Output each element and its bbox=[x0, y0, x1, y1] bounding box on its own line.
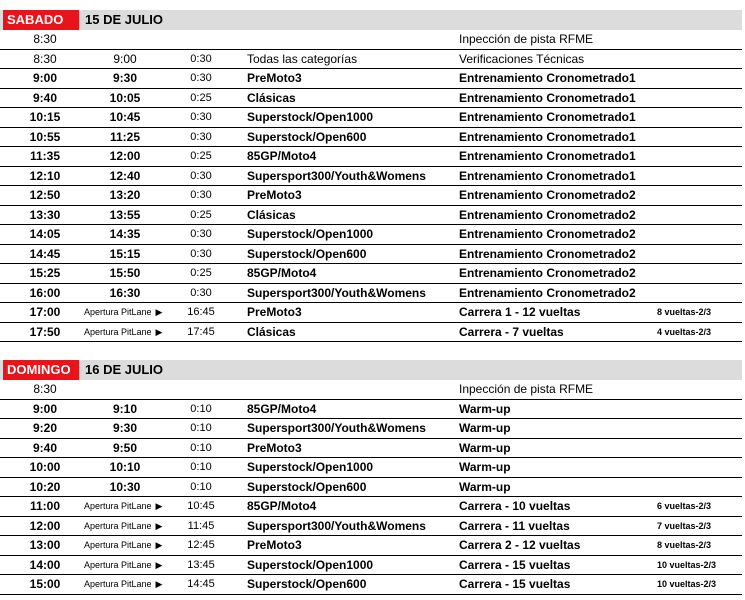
table-row bbox=[0, 400, 742, 420]
duration: 0:30 bbox=[190, 228, 212, 240]
activity: Verificaciones Técnicas bbox=[459, 51, 585, 66]
activity: Warm-up bbox=[459, 421, 511, 435]
day-label: SABADO bbox=[3, 10, 79, 30]
category: Supersport300/Youth&Womens bbox=[247, 168, 426, 183]
duration: 0:30 bbox=[190, 247, 212, 260]
start-time: 8:30 bbox=[33, 51, 57, 66]
end-time: 10:05 bbox=[109, 90, 141, 105]
table-row bbox=[0, 284, 742, 304]
duration: 0:30 bbox=[190, 169, 212, 182]
category: Clásicas bbox=[247, 90, 296, 105]
category: Superstock/Open1000 bbox=[247, 557, 374, 572]
activity: Inpección de pista RFME bbox=[459, 382, 594, 396]
pitlane-label: Apertura PitLane ▶ bbox=[84, 540, 163, 550]
laps-note: 10 vueltas-2/3 bbox=[657, 559, 717, 570]
schedule-rows bbox=[0, 380, 745, 595]
start-time: 14:45 bbox=[29, 246, 61, 261]
pitlane-time: 17:45 bbox=[187, 325, 215, 338]
duration: 0:30 bbox=[190, 72, 212, 84]
table-row bbox=[0, 108, 742, 128]
category: Superstock/Open1000 bbox=[247, 227, 374, 241]
table-row bbox=[0, 264, 742, 284]
category: Superstock/Open600 bbox=[247, 129, 367, 144]
start-time: 11:35 bbox=[29, 149, 61, 163]
pitlane-time: 16:45 bbox=[187, 306, 215, 318]
start-time: 8:30 bbox=[33, 32, 57, 46]
activity: Entrenamiento Cronometrado2 bbox=[459, 266, 636, 280]
pitlane-time: 12:45 bbox=[187, 539, 215, 551]
pitlane-label: Apertura PitLane ▶ bbox=[84, 520, 163, 531]
activity: Warm-up bbox=[459, 460, 511, 474]
play-arrow-icon: ▶ bbox=[155, 326, 163, 337]
category: PreMoto3 bbox=[247, 305, 302, 319]
end-time: 14:35 bbox=[109, 227, 141, 241]
category: Superstock/Open600 bbox=[247, 246, 367, 261]
duration: 0:25 bbox=[190, 150, 212, 162]
pitlane-time: 14:45 bbox=[187, 578, 215, 590]
end-time: 11:25 bbox=[109, 129, 141, 144]
activity: Entrenamiento Cronometrado2 bbox=[459, 285, 636, 300]
table-row bbox=[0, 517, 742, 537]
start-time: 10:55 bbox=[29, 129, 61, 144]
table-row bbox=[0, 245, 742, 265]
play-arrow-icon: ▶ bbox=[155, 520, 163, 531]
play-arrow-icon: ▶ bbox=[155, 307, 163, 317]
end-time: 12:40 bbox=[109, 168, 141, 183]
date-label: 15 DE JULIO bbox=[85, 12, 164, 27]
start-time: 17:50 bbox=[29, 324, 61, 339]
start-time: 15:25 bbox=[29, 266, 61, 280]
table-row bbox=[0, 225, 742, 245]
pitlane-label: Apertura PitLane ▶ bbox=[84, 559, 163, 570]
pitlane-label: Apertura PitLane ▶ bbox=[84, 307, 163, 317]
table-row bbox=[0, 458, 742, 478]
category: Superstock/Open1000 bbox=[247, 110, 374, 124]
category: 85GP/Moto4 bbox=[247, 401, 317, 416]
category: Superstock/Open1000 bbox=[247, 460, 374, 474]
table-row bbox=[0, 439, 742, 459]
start-time: 14:00 bbox=[29, 557, 61, 572]
pitlane-label: Apertura PitLane ▶ bbox=[84, 501, 163, 511]
start-time: 10:15 bbox=[29, 110, 61, 124]
start-time: 10:20 bbox=[29, 479, 61, 494]
duration: 0:30 bbox=[190, 189, 212, 201]
table-row bbox=[0, 167, 742, 187]
end-time: 10:30 bbox=[109, 479, 141, 494]
category: 85GP/Moto4 bbox=[247, 149, 317, 163]
start-time: 8:30 bbox=[33, 382, 57, 396]
category: PreMoto3 bbox=[247, 71, 302, 85]
start-time: 12:50 bbox=[29, 188, 61, 202]
end-time: 10:10 bbox=[109, 460, 141, 474]
pitlane-time: 11:45 bbox=[187, 519, 215, 532]
end-time: 9:50 bbox=[112, 440, 138, 455]
play-arrow-icon: ▶ bbox=[155, 540, 163, 550]
start-time: 13:30 bbox=[29, 207, 61, 222]
start-time: 9:40 bbox=[32, 440, 58, 455]
category: Supersport300/Youth&Womens bbox=[247, 285, 426, 300]
activity: Inpección de pista RFME bbox=[459, 32, 594, 46]
start-time: 10:00 bbox=[29, 460, 61, 474]
activity: Carrera - 15 vueltas bbox=[459, 557, 571, 572]
end-time: 9:30 bbox=[112, 71, 138, 85]
duration: 0:30 bbox=[190, 130, 212, 143]
duration: 0:30 bbox=[190, 52, 212, 65]
play-arrow-icon: ▶ bbox=[155, 559, 163, 570]
table-row bbox=[0, 497, 742, 517]
activity: Carrera - 10 vueltas bbox=[459, 499, 571, 513]
table-row bbox=[0, 380, 742, 400]
pitlane-time: 13:45 bbox=[187, 558, 215, 571]
day-header bbox=[0, 10, 742, 30]
activity: Entrenamiento Cronometrado1 bbox=[459, 71, 636, 85]
duration: 0:10 bbox=[190, 422, 212, 434]
duration: 0:30 bbox=[190, 111, 212, 123]
end-time: 9:00 bbox=[113, 51, 137, 66]
category: Superstock/Open600 bbox=[247, 577, 367, 591]
duration: 0:25 bbox=[190, 208, 212, 221]
activity: Entrenamiento Cronometrado1 bbox=[459, 149, 636, 163]
activity: Carrera 2 - 12 vueltas bbox=[459, 538, 581, 552]
category: Todas las categorías bbox=[247, 51, 358, 66]
start-time: 17:00 bbox=[29, 305, 61, 319]
table-row bbox=[0, 128, 742, 148]
activity: Carrera 1 - 12 vueltas bbox=[459, 305, 581, 319]
category: Supersport300/Youth&Womens bbox=[247, 518, 426, 533]
laps-note: 6 vueltas-2/3 bbox=[657, 501, 712, 511]
duration: 0:10 bbox=[190, 402, 212, 415]
sunday-schedule bbox=[0, 360, 745, 595]
end-time: 12:00 bbox=[109, 149, 141, 163]
activity: Entrenamiento Cronometrado2 bbox=[459, 227, 636, 241]
table-row bbox=[0, 419, 742, 439]
saturday-schedule bbox=[0, 10, 745, 342]
activity: Warm-up bbox=[459, 401, 511, 416]
start-time: 12:00 bbox=[29, 518, 61, 533]
table-row bbox=[0, 303, 742, 323]
start-time: 9:20 bbox=[32, 421, 58, 435]
start-time: 9:00 bbox=[32, 71, 58, 85]
laps-note: 8 vueltas-2/3 bbox=[657, 540, 712, 550]
table-row bbox=[0, 147, 742, 167]
table-row bbox=[0, 536, 742, 556]
start-time: 12:10 bbox=[29, 168, 61, 183]
laps-note: 4 vueltas-2/3 bbox=[657, 326, 712, 337]
activity: Entrenamiento Cronometrado1 bbox=[459, 90, 636, 105]
activity: Entrenamiento Cronometrado2 bbox=[459, 246, 636, 261]
table-row bbox=[0, 556, 742, 576]
category: Supersport300/Youth&Womens bbox=[247, 421, 426, 435]
end-time: 13:55 bbox=[109, 207, 141, 222]
start-time: 16:00 bbox=[29, 285, 61, 300]
duration: 0:10 bbox=[190, 480, 212, 493]
table-row bbox=[0, 575, 742, 595]
end-time: 16:30 bbox=[109, 285, 141, 300]
category: PreMoto3 bbox=[247, 440, 302, 455]
activity: Entrenamiento Cronometrado1 bbox=[459, 168, 636, 183]
laps-note: 7 vueltas-2/3 bbox=[657, 520, 712, 531]
activity: Warm-up bbox=[459, 479, 511, 494]
activity: Carrera - 15 vueltas bbox=[459, 577, 571, 591]
schedule-rows bbox=[0, 30, 745, 342]
pitlane-label: Apertura PitLane ▶ bbox=[84, 326, 163, 337]
play-arrow-icon: ▶ bbox=[155, 501, 163, 511]
duration: 0:25 bbox=[190, 91, 212, 104]
day-label: DOMINGO bbox=[3, 360, 79, 380]
table-row bbox=[0, 69, 742, 89]
end-time: 10:45 bbox=[109, 110, 141, 124]
table-row bbox=[0, 89, 742, 109]
activity: Entrenamiento Cronometrado2 bbox=[459, 188, 636, 202]
laps-note: 10 vueltas-2/3 bbox=[657, 579, 717, 589]
table-row bbox=[0, 50, 742, 70]
table-row bbox=[0, 186, 742, 206]
category: PreMoto3 bbox=[247, 538, 302, 552]
category: 85GP/Moto4 bbox=[247, 266, 317, 280]
category: 85GP/Moto4 bbox=[247, 499, 317, 513]
play-arrow-icon: ▶ bbox=[155, 579, 163, 589]
activity: Carrera - 7 vueltas bbox=[459, 324, 564, 339]
activity: Entrenamiento Cronometrado1 bbox=[459, 110, 636, 124]
category: Superstock/Open600 bbox=[247, 479, 367, 494]
start-time: 13:00 bbox=[29, 538, 61, 552]
duration: 0:30 bbox=[190, 286, 212, 299]
end-time: 15:15 bbox=[109, 246, 141, 261]
end-time: 13:20 bbox=[109, 188, 141, 202]
activity: Carrera - 11 vueltas bbox=[459, 518, 570, 533]
start-time: 14:05 bbox=[29, 227, 61, 241]
duration: 0:25 bbox=[190, 267, 212, 279]
start-time: 11:00 bbox=[29, 499, 61, 513]
table-row bbox=[0, 478, 742, 498]
activity: Warm-up bbox=[459, 440, 511, 455]
date-label: 16 DE JULIO bbox=[85, 362, 164, 377]
start-time: 9:40 bbox=[32, 90, 58, 105]
start-time: 9:00 bbox=[32, 401, 58, 416]
duration: 0:10 bbox=[190, 441, 212, 454]
end-time: 15:50 bbox=[109, 266, 141, 280]
laps-note: 8 vueltas-2/3 bbox=[657, 307, 712, 317]
day-header bbox=[0, 360, 742, 380]
category: Clásicas bbox=[247, 207, 296, 222]
end-time: 9:10 bbox=[112, 401, 138, 416]
pitlane-label: Apertura PitLane ▶ bbox=[84, 579, 163, 589]
table-row bbox=[0, 206, 742, 226]
activity: Entrenamiento Cronometrado1 bbox=[459, 129, 636, 144]
table-row bbox=[0, 30, 742, 50]
pitlane-time: 10:45 bbox=[187, 500, 215, 512]
category: PreMoto3 bbox=[247, 188, 302, 202]
table-row bbox=[0, 323, 742, 343]
category: Clásicas bbox=[247, 324, 296, 339]
start-time: 15:00 bbox=[29, 577, 61, 591]
activity: Entrenamiento Cronometrado2 bbox=[459, 207, 636, 222]
duration: 0:10 bbox=[190, 461, 212, 473]
end-time: 9:30 bbox=[112, 421, 138, 435]
